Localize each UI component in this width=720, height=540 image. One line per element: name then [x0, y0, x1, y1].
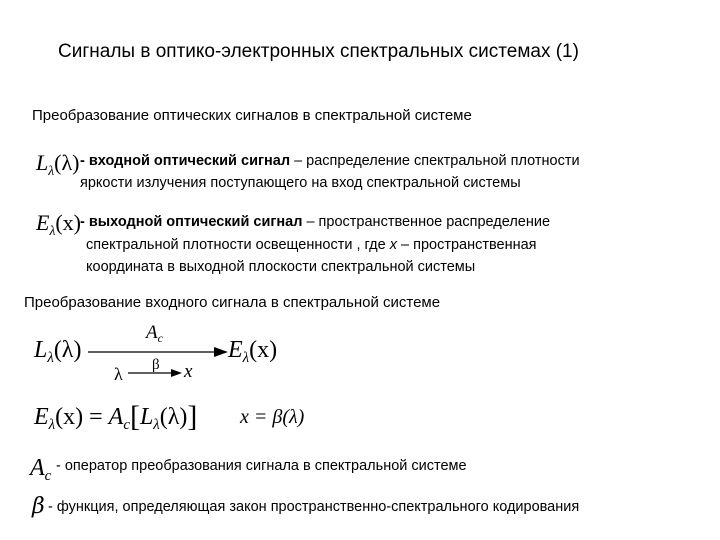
section-heading-optical: Преобразование оптических сигналов в спектральной системе	[32, 107, 472, 124]
output-signal-desc-line1: - выходной оптический сигнал – пространственное распределение	[80, 214, 551, 230]
diagram-operator: $A_c$	[146, 322, 163, 346]
diagram-lambda: λ	[114, 364, 123, 384]
output-signal-desc-line2: спектральной плотности освещенности , где x – пространственная	[86, 237, 537, 253]
diagram-beta: β	[152, 357, 160, 373]
beta-definition: - функция, определяющая закон пространственно-спектрального кодирования	[48, 499, 580, 515]
input-signal-formula: $L_\lambda(\lambda)$	[36, 150, 80, 178]
output-signal-desc-line3: координата в выходной плоскости спектральной системы	[86, 259, 476, 275]
input-signal-desc-line2: яркости излучения поступающего на вход спектральной системы	[80, 175, 521, 191]
diagram-x: x	[184, 361, 193, 382]
diagram-output: $E_\lambda(x)$	[228, 337, 278, 367]
beta-symbol: β	[32, 494, 45, 519]
operator-definition: - оператор преобразования сигнала в спектральной системе	[56, 458, 467, 474]
slide-title: Сигналы в оптико-электронных спектральных системах (1)	[58, 41, 579, 62]
input-signal-desc-line1: - входной оптический сигнал – распределение спектральной плотности	[80, 153, 580, 169]
transform-equation: $E_\lambda(x) = A_c[L_\lambda(\lambda)]$	[34, 400, 198, 434]
operator-symbol: $A_c$	[30, 455, 52, 485]
output-signal-formula: $E_\lambda(x)$	[36, 210, 82, 238]
coding-relation: x = β(λ)	[240, 406, 305, 428]
diagram-input: $L_\lambda(\lambda)$	[34, 337, 82, 367]
section-heading-conversion: Преобразование входного сигнала в спектральной системе	[24, 294, 441, 311]
diagram-sub-arrow	[128, 368, 182, 378]
